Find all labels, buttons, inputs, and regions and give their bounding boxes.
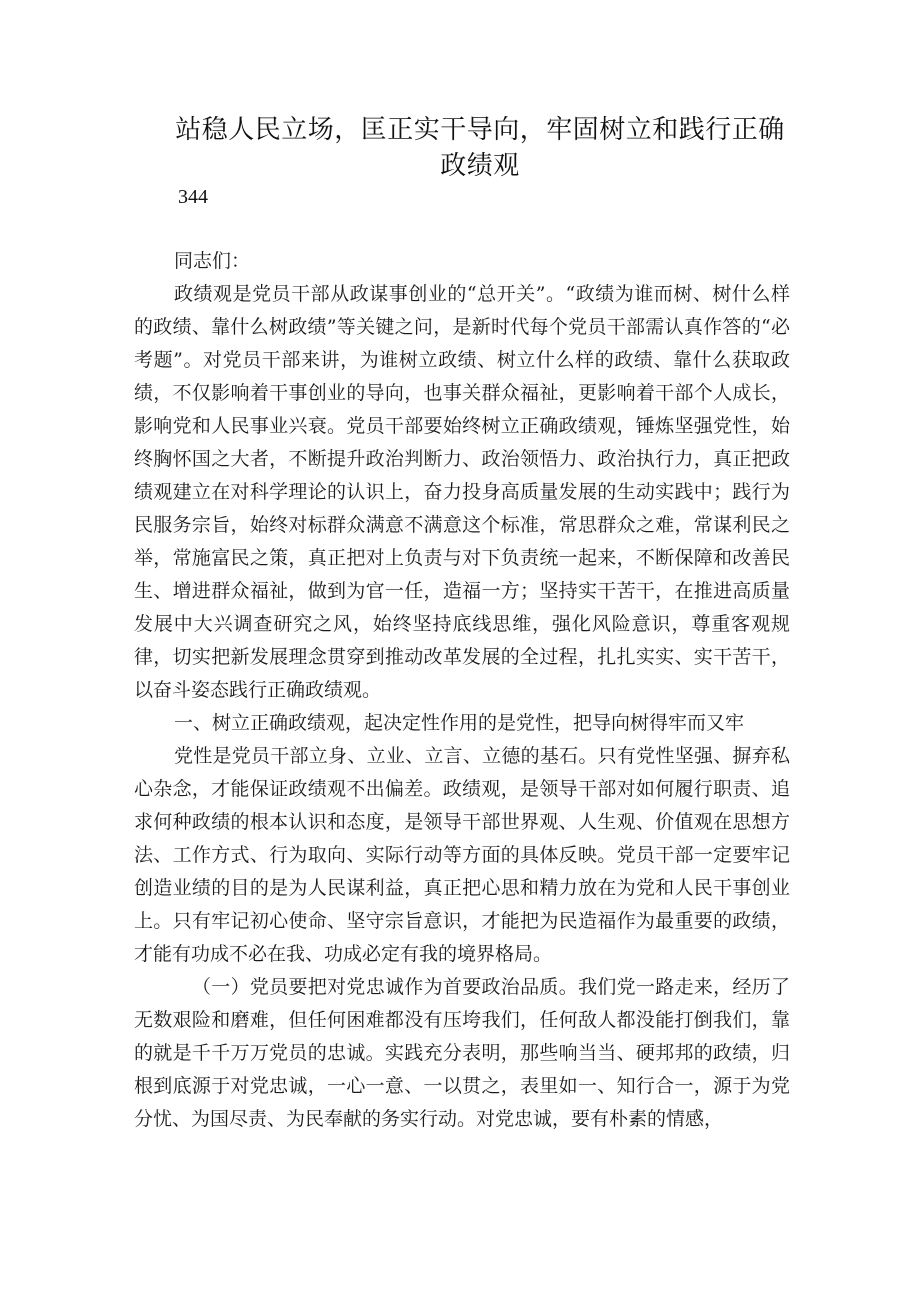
section-heading-1: 一、树立正确政绩观，起决定性作用的是党性，把导向树得牢而又牢 — [174, 712, 745, 734]
document-number: 344 — [178, 186, 208, 208]
paragraph-intro: 政绩观是党员干部从政谋事创业的“总开关”。“政绩为谁而树、树什么样的政绩、靠什么树政绩”等关键之问，是新时代每个党员干部需认真作答的“必考题”。对党员干部来讲，为谁树立政绩、树立什么样的政绩、靠什么获取政绩，不仅影响着干事创业的导向，也事关群众福祉，更影响着干部个人成长，影响党和人民事业兴衰。党员干部要始终树立正确政绩观，锤炼坚强党性，始终胸怀国之大者，不断提升政治判断力、政治领悟力、政治执行力，真正把政绩观建立在对科学理论的认识上，奋力投身高质量发展的生动实践中；践行为民服务宗旨，始终对标群众满意不满意这个标准，常思群众之难，常谋利民之举，常施富民之策，真正把对上负责与对下负责统一起来，不断保障和改善民生、增进群众福祉，做到为官一任，造福一方；坚持实干苦干，在推进高质量发展中大兴调查研究之风，始终坚持底线思维，强化风险意识，尊重客观规律，切实把新发展理念贯穿到推动改革发展的全过程，扎扎实实、实干苦干，以奋斗姿态践行正确政绩观。 — [134, 283, 790, 701]
salutation: 同志们： — [174, 250, 251, 272]
document-body — [134, 245, 790, 1136]
paragraph-subsection-1: （一）党员要把对党忠诚作为首要政治品质。我们党一路走来，经历了无数艰险和磨难，但任何困难都没有压垮我们，任何敌人都没能打倒我们，靠的就是千千万万党员的忠诚。实践充分表明，那些响当当、硬邦邦的政绩，归根到底源于对党忠诚，一心一意、一以贯之，表里如一、知行合一，源于为党分忧、为国尽责、为民奉献的务实行动。对党忠诚，要有朴素的情感， — [134, 976, 790, 1130]
paragraph-section-1: 党性是党员干部立身、立业、立言、立德的基石。只有党性坚强、摒弃私心杂念，才能保证政绩观不出偏差。政绩观，是领导干部对如何履行职责、追求何种政绩的根本认识和态度，是领导干部世界观、人生观、价值观在思想方法、工作方式、行为取向、实际行动等方面的具体反映。党员干部一定要牢记创造业绩的目的是为人民谋利益，真正把心思和精力放在为党和人民干事创业上。只有牢记初心使命、坚守宗旨意识，才能把为民造福作为最重要的政绩，才能有功成不必在我、功成必定有我的境界格局。 — [134, 745, 790, 965]
document-title: 站稳人民立场，匡正实干导向，牢固树立和践行正确政绩观 — [175, 115, 785, 181]
